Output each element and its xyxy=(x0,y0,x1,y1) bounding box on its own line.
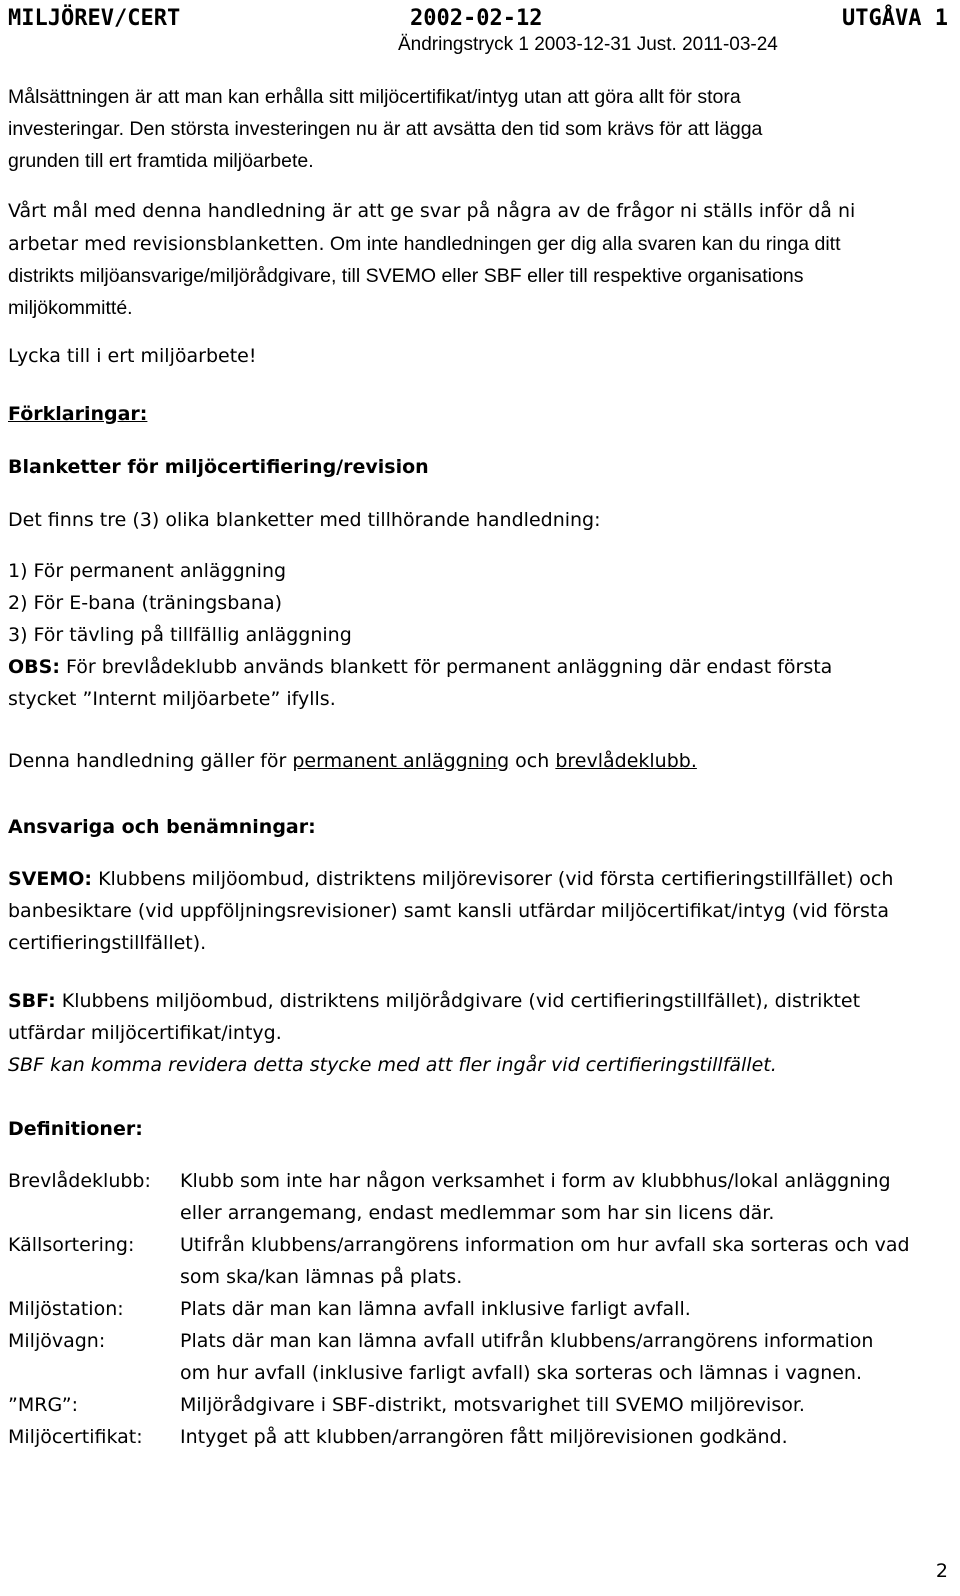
definition-term: Brevlådeklubb: xyxy=(8,1170,151,1192)
obs-label: OBS: xyxy=(8,656,60,678)
sbf-line: utfärdar miljöcertifikat/intyg. xyxy=(8,1022,282,1044)
definition-text: Utifrån klubbens/arrangörens information om hur avfall ska sorteras och vad xyxy=(180,1234,910,1256)
definition-text: om hur avfall (inklusive farligt avfall) ska sorteras och lämnas i vagnen. xyxy=(180,1362,863,1384)
svemo-line: banbesiktare (vid uppföljningsrevisioner) samt kansli utfärdar miljöcertifikat/intyg (vid första xyxy=(8,900,889,922)
forms-list-item: 3) För tävling på tillfällig anläggning xyxy=(8,624,352,646)
forms-list-item: 2) För E-bana (träningsbana) xyxy=(8,592,282,614)
definition-text: Intyget på att klubben/arrangören fått miljörevisionen godkänd. xyxy=(180,1426,788,1448)
definition-term: Källsortering: xyxy=(8,1234,135,1256)
svemo-line xyxy=(8,868,893,890)
goal-line xyxy=(8,233,841,256)
sbf-text: Klubbens miljöombud, distriktens miljörådgivare (vid certifieringstillfället), distriktet xyxy=(55,990,861,1012)
obs-note xyxy=(8,656,832,678)
header-edition: UTGÅVA 1 xyxy=(842,6,948,31)
intro-line: Målsättningen är att man kan erhålla sitt miljöcertifikat/intyg utan att göra allt för stora xyxy=(8,86,741,108)
sbf-note: SBF kan komma revidera detta stycke med att fler ingår vid certifieringstillfället. xyxy=(8,1054,777,1076)
applies-link-brevlada: brevlådeklubb. xyxy=(555,750,697,772)
goal-line: Vårt mål med denna handledning är att ge svar på några av de frågor ni ställs inför då ni xyxy=(8,200,856,222)
definition-term: Miljöcertifikat: xyxy=(8,1426,143,1448)
definition-text: Klubb som inte har någon verksamhet i form av klubbhus/lokal anläggning xyxy=(180,1170,891,1192)
header-date: 2002-02-12 xyxy=(410,6,543,31)
applies-text: och xyxy=(509,750,556,772)
applies-line xyxy=(8,750,697,772)
goal-text: Om inte handledningen ger dig alla svaren kan du ringa ditt xyxy=(324,233,841,255)
svemo-text: Klubbens miljöombud, distriktens miljörevisorer (vid första certifieringstillfället) och xyxy=(92,868,894,890)
forms-lead: Det finns tre (3) olika blanketter med tillhörande handledning: xyxy=(8,509,601,531)
intro-line: grunden till ert framtida miljöarbete. xyxy=(8,150,314,172)
obs-text: För brevlådeklubb används blankett för permanent anläggning där endast första xyxy=(59,656,833,678)
header-amendment: Ändringstryck 1 2003-12-31 Just. 2011-03-24 xyxy=(398,34,778,55)
forms-list-item: 1) För permanent anläggning xyxy=(8,560,287,582)
definition-text: eller arrangemang, endast medlemmar som har sin licens där. xyxy=(180,1202,775,1224)
svemo-label: SVEMO: xyxy=(8,868,93,890)
definition-text: Miljörådgivare i SBF-distrikt, motsvarighet till SVEMO miljörevisor. xyxy=(180,1394,805,1416)
definition-text: Plats där man kan lämna avfall utifrån klubbens/arrangörens information xyxy=(180,1330,874,1352)
section-heading-definitioner: Definitioner: xyxy=(8,1118,143,1140)
definition-term: Miljöstation: xyxy=(8,1298,124,1320)
header-doc-id: MILJÖREV/CERT xyxy=(8,6,181,31)
goal-text: arbetar med revisionsblanketten. xyxy=(8,233,325,255)
subheading-blanketter: Blanketter för miljöcertifiering/revision xyxy=(8,456,429,478)
definition-term: Miljövagn: xyxy=(8,1330,106,1352)
applies-link-permanent: permanent anläggning xyxy=(292,750,510,772)
obs-note-cont: stycket ”Internt miljöarbete” ifylls. xyxy=(8,688,336,710)
definition-text: som ska/kan lämnas på plats. xyxy=(180,1266,463,1288)
svemo-line: certifieringstillfället). xyxy=(8,932,207,954)
goal-line: miljökommitté. xyxy=(8,297,133,319)
intro-line: investeringar. Den största investeringen nu är att avsätta den tid som krävs för att lägga xyxy=(8,118,763,140)
applies-text: Denna handledning gäller för xyxy=(8,750,293,772)
page-number: 2 xyxy=(935,1560,948,1582)
section-heading-ansvariga: Ansvariga och benämningar: xyxy=(8,816,316,838)
section-heading-forklaringar: Förklaringar: xyxy=(8,403,148,425)
definition-term: ”MRG”: xyxy=(8,1394,78,1416)
sbf-label: SBF: xyxy=(8,990,56,1012)
goal-line: distrikts miljöansvarige/miljörådgivare, till SVEMO eller SBF eller till respektive organisations xyxy=(8,265,804,287)
definition-text: Plats där man kan lämna avfall inklusive farligt avfall. xyxy=(180,1298,691,1320)
closing-line: Lycka till i ert miljöarbete! xyxy=(8,345,257,367)
sbf-line xyxy=(8,990,860,1012)
